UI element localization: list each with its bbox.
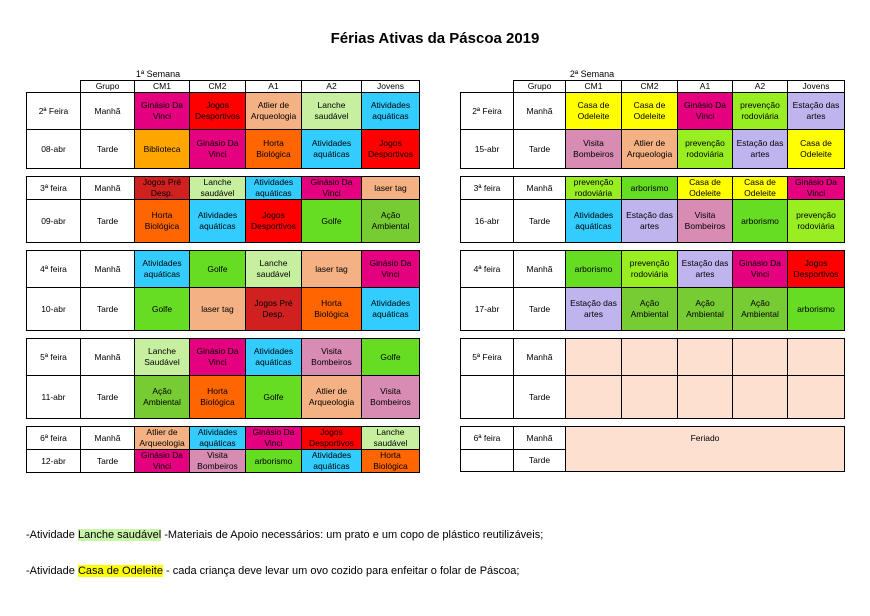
table-row	[461, 288, 845, 331]
table-row	[27, 130, 420, 169]
week-2-label: 2ª Semana	[569, 69, 615, 79]
activity-cell: Ação Ambiental	[622, 288, 678, 331]
week-2-schedule-table	[460, 80, 845, 472]
column-header: CM2	[190, 81, 246, 93]
period-label: Tarde	[514, 376, 566, 419]
column-header: CM2	[622, 81, 678, 93]
activity-cell	[566, 376, 622, 419]
period-label: Tarde	[514, 200, 566, 243]
activity-cell: arborismo	[566, 251, 622, 288]
activity-cell: Lanche saudável	[302, 93, 362, 130]
activity-cell: Atlier de Arqueologia	[246, 93, 302, 130]
activity-cell: Golfe	[246, 376, 302, 419]
activity-cell: Atividades aquáticas	[190, 427, 246, 450]
table-row	[27, 376, 420, 419]
week-1-label: 1ª Semana	[135, 69, 181, 79]
activity-cell: Visita Bombeiros	[362, 376, 420, 419]
activity-cell: Ginásio Da Vinci	[302, 177, 362, 200]
day-separator	[461, 243, 845, 251]
column-header: Jovens	[362, 81, 420, 93]
activity-cell: Jogos Desportivos	[788, 251, 845, 288]
table-row	[27, 200, 420, 243]
holiday-cell: Feriado	[566, 427, 845, 450]
activity-cell: arborismo	[622, 177, 678, 200]
activity-cell: Ação Ambiental	[362, 200, 420, 243]
activity-cell: Casa de Odeleite	[678, 177, 733, 200]
activity-cell: Golfe	[302, 200, 362, 243]
activity-cell: laser tag	[302, 251, 362, 288]
activity-cell: Jogos Desportivos	[302, 427, 362, 450]
day-separator	[27, 243, 420, 251]
note-text: - cada criança deve levar um ovo cozido para enfeitar o folar de Páscoa;	[162, 565, 520, 577]
activity-cell: Casa de Odeleite	[566, 93, 622, 130]
activity-cell: Lanche saudável	[190, 177, 246, 200]
activity-cell: Ação Ambiental	[678, 288, 733, 331]
day-label: 2ª Feira	[27, 93, 81, 130]
activity-cell: Casa de Odeleite	[622, 93, 678, 130]
period-label: Tarde	[81, 376, 135, 419]
activity-cell: Jogos Pré Desp.	[246, 288, 302, 331]
table-row	[27, 427, 420, 450]
day-label: 5ª Feira	[461, 339, 514, 376]
activity-cell: prevenção rodoviária	[622, 251, 678, 288]
activity-cell: Visita Bombeiros	[190, 450, 246, 473]
table-row	[27, 339, 420, 376]
column-header: A2	[302, 81, 362, 93]
activity-cell	[678, 376, 733, 419]
activity-cell: Atividades aquáticas	[362, 288, 420, 331]
activity-cell: Visita Bombeiros	[302, 339, 362, 376]
day-label: 6ª feira	[27, 427, 81, 450]
day-separator	[461, 419, 845, 427]
day-separator	[461, 331, 845, 339]
activity-cell	[733, 376, 788, 419]
table-row	[27, 450, 420, 473]
header-corner	[461, 81, 514, 93]
period-label: Tarde	[514, 130, 566, 169]
day-label: 12-abr	[27, 450, 81, 473]
column-header: Grupo	[514, 81, 566, 93]
table-row	[27, 177, 420, 200]
table-row	[461, 200, 845, 243]
activity-cell: arborismo	[733, 200, 788, 243]
activity-cell: Atividades aquáticas	[566, 200, 622, 243]
activity-cell: Estação das artes	[678, 251, 733, 288]
day-label: 4ª feira	[461, 251, 514, 288]
period-label: Manhã	[81, 251, 135, 288]
activity-cell: Golfe	[190, 251, 246, 288]
activity-cell: Lanche saudável	[246, 251, 302, 288]
page-title: Férias Ativas da Páscoa 2019	[330, 30, 540, 47]
day-label: 4ª feira	[27, 251, 81, 288]
column-header: CM1	[566, 81, 622, 93]
day-label	[461, 376, 514, 419]
activity-cell	[566, 339, 622, 376]
day-label	[461, 450, 514, 472]
note-text: -Materiais de Apoio necessários: um prato e um copo de plástico reutilizáveis;	[161, 529, 544, 541]
day-label: 11-abr	[27, 376, 81, 419]
activity-cell: Atlier de Arqueologia	[622, 130, 678, 169]
activity-cell: Ginásio Da Vinci	[788, 177, 845, 200]
activity-cell: arborismo	[788, 288, 845, 331]
activity-cell	[788, 339, 845, 376]
activity-cell: laser tag	[362, 177, 420, 200]
note-prefix: -Atividade	[26, 565, 78, 577]
table-row	[27, 251, 420, 288]
activity-cell: Golfe	[362, 339, 420, 376]
column-header: Grupo	[81, 81, 135, 93]
activity-cell: arborismo	[246, 450, 302, 473]
activity-cell: Atlier de Arqueologia	[302, 376, 362, 419]
column-header: A1	[678, 81, 733, 93]
period-label: Manhã	[514, 339, 566, 376]
day-label: 09-abr	[27, 200, 81, 243]
day-label: 2ª Feira	[461, 93, 514, 130]
period-label: Manhã	[81, 339, 135, 376]
day-label: 17-abr	[461, 288, 514, 331]
table-row	[461, 450, 845, 472]
table-row	[461, 427, 845, 450]
day-separator	[27, 419, 420, 427]
day-separator	[461, 169, 845, 177]
activity-cell: Estação das artes	[566, 288, 622, 331]
day-label: 3ª feira	[27, 177, 81, 200]
activity-cell: Ação Ambiental	[733, 288, 788, 331]
activity-cell	[622, 376, 678, 419]
note-highlight-lanche: Lanche saudável	[77, 529, 162, 541]
activity-cell: Horta Biológica	[302, 288, 362, 331]
activity-cell: Atividades aquáticas	[246, 339, 302, 376]
note-lanche	[26, 529, 543, 541]
activity-cell: prevenção rodoviária	[788, 200, 845, 243]
table-row	[461, 93, 845, 130]
activity-cell: Atividades aquáticas	[362, 93, 420, 130]
note-highlight-odeleite: Casa de Odeleite	[77, 565, 163, 577]
activity-cell: Atividades aquáticas	[302, 130, 362, 169]
table-row	[461, 376, 845, 419]
period-label: Tarde	[514, 450, 566, 472]
period-label: Tarde	[514, 288, 566, 331]
activity-cell	[622, 339, 678, 376]
activity-cell: Jogos Pré Desp.	[135, 177, 190, 200]
period-label: Tarde	[81, 450, 135, 473]
period-label: Tarde	[81, 130, 135, 169]
activity-cell: Ginásio Da Vinci	[190, 130, 246, 169]
column-header: CM1	[135, 81, 190, 93]
activity-cell: prevenção rodoviária	[566, 177, 622, 200]
day-label: 15-abr	[461, 130, 514, 169]
activity-cell: Horta Biológica	[246, 130, 302, 169]
activity-cell: Atividades aquáticas	[246, 177, 302, 200]
holiday-cell-lower	[566, 450, 845, 472]
activity-cell: Ginásio Da Vinci	[246, 427, 302, 450]
week-1-schedule-table	[26, 80, 420, 473]
activity-cell: Ação Ambiental	[135, 376, 190, 419]
period-label: Manhã	[81, 427, 135, 450]
day-label: 08-abr	[27, 130, 81, 169]
day-label: 10-abr	[27, 288, 81, 331]
activity-cell: Ginásio Da Vinci	[135, 93, 190, 130]
activity-cell: Visita Bombeiros	[566, 130, 622, 169]
period-label: Manhã	[514, 177, 566, 200]
activity-cell: Atividades aquáticas	[302, 450, 362, 473]
activity-cell: Ginásio Da Vinci	[135, 450, 190, 473]
activity-cell: Golfe	[135, 288, 190, 331]
table-row	[461, 339, 845, 376]
period-label: Manhã	[514, 251, 566, 288]
activity-cell	[678, 339, 733, 376]
activity-cell: Jogos Desportivos	[246, 200, 302, 243]
activity-cell: Estação das artes	[733, 130, 788, 169]
table-row	[27, 288, 420, 331]
table-row	[461, 130, 845, 169]
activity-cell: Atlier de Arqueologia	[135, 427, 190, 450]
period-label: Manhã	[81, 93, 135, 130]
activity-cell: Atividades aquáticas	[190, 200, 246, 243]
column-header: A1	[246, 81, 302, 93]
activity-cell: Estação das artes	[788, 93, 845, 130]
activity-cell: Ginásio Da Vinci	[733, 251, 788, 288]
column-header: A2	[733, 81, 788, 93]
note-odeleite	[26, 565, 519, 577]
activity-cell: Horta Biológica	[135, 200, 190, 243]
activity-cell	[788, 376, 845, 419]
activity-cell: Atividades aquáticas	[135, 251, 190, 288]
period-label: Tarde	[81, 288, 135, 331]
day-label: 3ª feira	[461, 177, 514, 200]
activity-cell: Lanche saudável	[362, 427, 420, 450]
activity-cell: prevenção rodoviária	[733, 93, 788, 130]
activity-cell: Casa de Odeleite	[788, 130, 845, 169]
table-row	[27, 93, 420, 130]
header-corner	[27, 81, 81, 93]
activity-cell: Ginásio Da Vinci	[362, 251, 420, 288]
column-header: Jovens	[788, 81, 845, 93]
activity-cell: prevenção rodoviária	[678, 130, 733, 169]
activity-cell	[733, 339, 788, 376]
day-label: 16-abr	[461, 200, 514, 243]
activity-cell: Estação das artes	[622, 200, 678, 243]
period-label: Manhã	[81, 177, 135, 200]
activity-cell: Ginásio Da Vinci	[190, 339, 246, 376]
activity-cell: Casa de Odeleite	[733, 177, 788, 200]
table-row	[461, 177, 845, 200]
activity-cell: laser tag	[190, 288, 246, 331]
activity-cell: Jogos Desportivos	[362, 130, 420, 169]
day-separator	[27, 169, 420, 177]
activity-cell: Jogos Desportivos	[190, 93, 246, 130]
table-row	[461, 251, 845, 288]
activity-cell: Visita Bombeiros	[678, 200, 733, 243]
activity-cell: Horta Biológica	[190, 376, 246, 419]
activity-cell: Horta Biológica	[362, 450, 420, 473]
activity-cell: Lanche Saudável	[135, 339, 190, 376]
activity-cell: Ginásio Da Vinci	[678, 93, 733, 130]
note-prefix: -Atividade	[26, 529, 78, 541]
day-label: 6ª feira	[461, 427, 514, 450]
period-label: Manhã	[514, 93, 566, 130]
day-separator	[27, 331, 420, 339]
period-label: Tarde	[81, 200, 135, 243]
activity-cell: Biblioteca	[135, 130, 190, 169]
day-label: 5ª feira	[27, 339, 81, 376]
period-label: Manhã	[514, 427, 566, 450]
